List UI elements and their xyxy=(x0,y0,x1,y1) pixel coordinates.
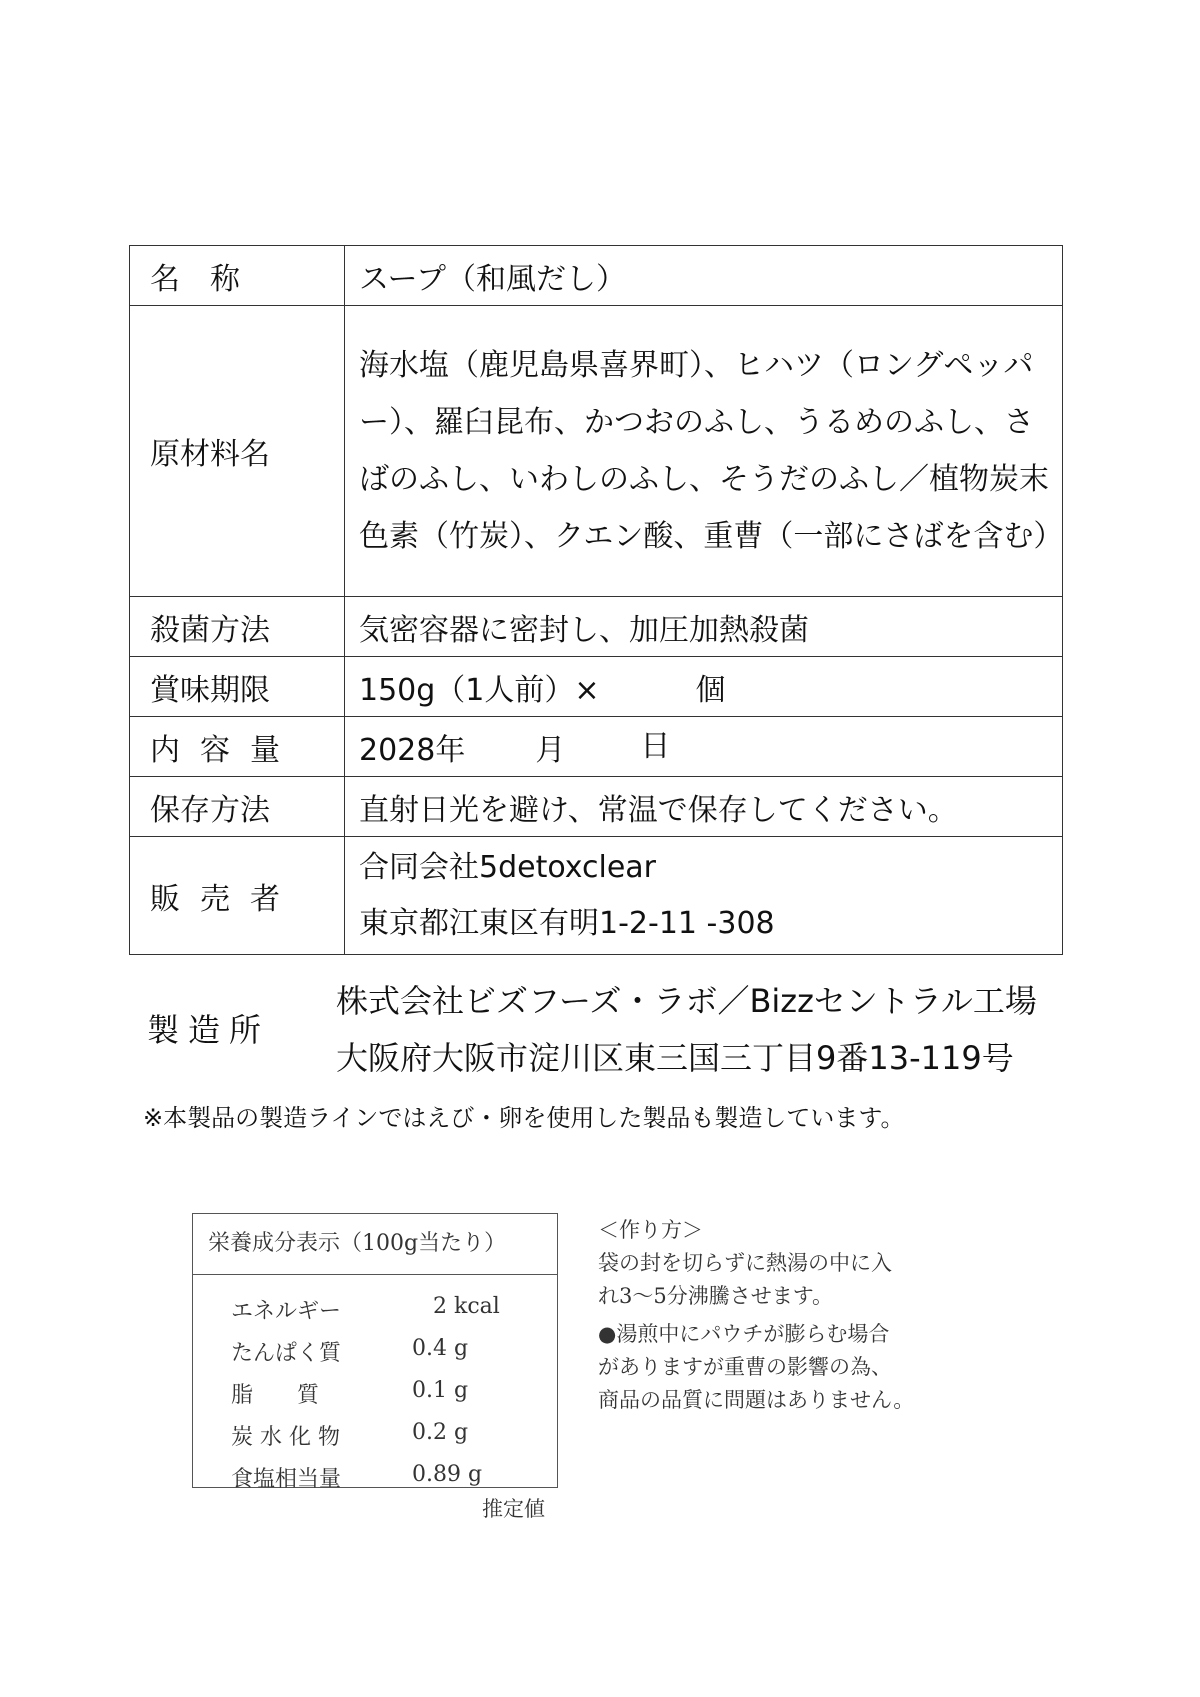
key-name: 名 称 xyxy=(130,246,345,306)
value-content xyxy=(345,717,1063,777)
row-best-before xyxy=(130,657,1063,717)
value-day: 日 xyxy=(640,728,671,764)
key-seller: 販売者 xyxy=(130,837,345,955)
value-year: 2028年 xyxy=(359,732,466,768)
estimate-footnote: 推定値 xyxy=(482,1497,545,1521)
nutrition-facts-box xyxy=(192,1213,558,1492)
value-ingredients: 海水塩（鹿児島県喜界町）、ヒハツ（ロングペッパー）、羅臼昆布、かつおのふし、うるめのふし、さばのふし、いわしのふし、そうだのふし／植物炭末色素（竹炭）、クエン酸、重曹（一部にさばを含む） xyxy=(345,306,1063,597)
row-seller xyxy=(130,837,1063,955)
howto-line: ●湯煎中にパウチが膨らむ場合 xyxy=(598,1322,890,1346)
howto-line: 商品の品質に問題はありません。 xyxy=(598,1388,915,1412)
value-sterilization: 気密容器に密封し、加圧加熱殺菌 xyxy=(345,597,1063,657)
row-storage xyxy=(130,777,1063,837)
howto-line: がありますが重曹の影響の為、 xyxy=(598,1355,892,1379)
value-month: 月 xyxy=(535,732,566,768)
nutrient-value: 2 kcal xyxy=(433,1294,500,1319)
product-label-table xyxy=(129,245,1063,955)
howto-line: 袋の封を切らずに熱湯の中に入 xyxy=(598,1251,892,1275)
key-best-before: 賞味期限 xyxy=(130,657,345,717)
value-storage: 直射日光を避け、常温で保存してください。 xyxy=(345,777,1063,837)
row-name xyxy=(130,246,1063,306)
seller-address: 東京都江東区有明1-2-11 -308 xyxy=(359,905,775,941)
nutrient-name: たんぱく質 xyxy=(231,1341,342,1366)
preparation-instructions xyxy=(598,1214,978,1417)
howto-title: ＜作り方＞ xyxy=(598,1218,703,1242)
nutrient-name: 炭 水 化 物 xyxy=(231,1425,340,1450)
nutrient-name: 食塩相当量 xyxy=(231,1467,342,1492)
row-sterilization xyxy=(130,597,1063,657)
value-name: スープ（和風だし） xyxy=(345,246,1063,306)
key-sterilization: 殺菌方法 xyxy=(130,597,345,657)
howto-line: れ3～5分沸騰させます。 xyxy=(598,1284,834,1308)
key-storage: 保存方法 xyxy=(130,777,345,837)
nutrient-name: エネルギー xyxy=(231,1299,342,1324)
value-seller xyxy=(345,837,1063,955)
value-count-unit: 個 xyxy=(695,672,726,708)
value-best-before xyxy=(345,657,1063,717)
key-content: 内容量 xyxy=(130,717,345,777)
row-content xyxy=(130,717,1063,777)
allergen-note: ※本製品の製造ラインではえび・卵を使用した製品も製造しています。 xyxy=(143,1104,905,1132)
key-ingredients: 原材料名 xyxy=(130,306,345,597)
row-ingredients xyxy=(130,306,1063,597)
manufacturer-name: 株式会社ビズフーズ・ラボ／Bizzセントラル工場 xyxy=(336,982,1037,1020)
manufacturer-value xyxy=(336,973,1037,1087)
nutrient-value: 0.2 g xyxy=(412,1420,469,1445)
nutrient-value: 0.1 g xyxy=(412,1378,469,1403)
nutrition-title: 栄養成分表示（100g当たり） xyxy=(193,1214,557,1275)
value-portion: 150g（1人前）× xyxy=(359,672,600,708)
nutrient-name: 脂 質 xyxy=(231,1383,320,1408)
nutrient-value: 0.89 g xyxy=(412,1462,483,1487)
seller-name: 合同会社5detoxclear xyxy=(359,849,657,885)
manufacturer-key: 製造所 xyxy=(147,1011,271,1049)
manufacturer-address: 大阪府大阪市淀川区東三国三丁目9番13-119号 xyxy=(336,1039,1014,1077)
nutrient-value: 0.4 g xyxy=(412,1336,469,1361)
